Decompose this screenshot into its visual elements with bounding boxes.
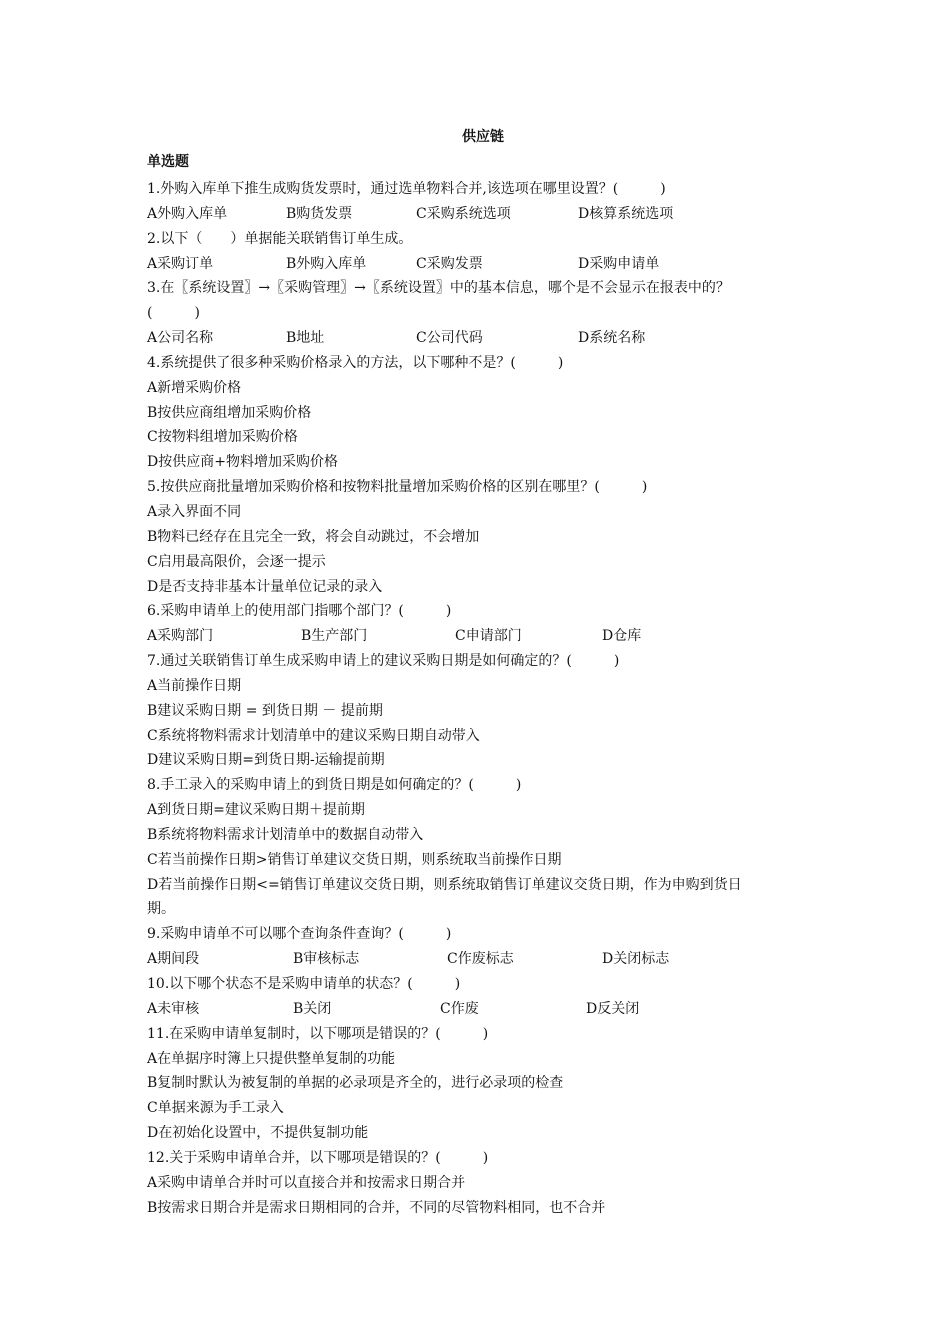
option-a: A当前操作日期 (147, 677, 242, 694)
option-b: B外购入库单 (286, 255, 367, 272)
question-9: 9.采购申请单不可以哪个查询条件查询？( ) (147, 926, 452, 943)
option-a: A期间段 (147, 951, 200, 968)
option-a: A新增采购价格 (147, 379, 242, 396)
question-10: 10.以下哪个状态不是采购申请单的状态？( ) (147, 976, 461, 992)
option-d: D采购申请单 (578, 255, 660, 272)
option-c: C作废标志 (447, 951, 514, 968)
question-1: 1.外购入库单下推生成购货发票时，通过选单物料合并,该选项在哪里设置？( ) (147, 181, 666, 197)
question-8: 8.手工录入的采购申请上的到货日期是如何确定的？( ) (147, 777, 522, 794)
option-c: C按物料组增加采购价格 (147, 429, 298, 446)
option-b: B物料已经存在且完全一致，将会自动跳过，不会增加 (147, 528, 480, 545)
option-b: B系统将物料需求计划清单中的数据自动带入 (147, 826, 424, 843)
option-d: D反关闭 (586, 1000, 640, 1017)
option-a: A公司名称 (147, 330, 214, 347)
option-c: C系统将物料需求计划清单中的建议采购日期自动带入 (147, 727, 480, 744)
question-12: 12.关于采购申请单合并，以下哪项是错误的？( ) (147, 1149, 489, 1166)
option-c: C采购系统选项 (416, 205, 511, 222)
question-11: 11.在采购申请单复制时，以下哪项是错误的？( ) (147, 1025, 489, 1042)
option-d: D若当前操作日期<=销售订单建议交货日期，则系统取销售订单建议交货日期，作为申购到货日 (147, 876, 742, 893)
options-row (147, 947, 827, 972)
option-d: D在初始化设置中，不提供复制功能 (147, 1125, 369, 1142)
option-b: B按供应商组增加采购价格 (147, 404, 312, 421)
option-a: A录入界面不同 (147, 503, 242, 520)
option-d: D仓库 (602, 628, 642, 645)
option-a: A在单据序时簿上只提供整单复制的功能 (147, 1050, 396, 1067)
option-b: B生产部门 (301, 628, 368, 645)
option-a: A外购入库单 (147, 205, 228, 222)
option-c: C若当前操作日期>销售订单建议交货日期，则系统取当前操作日期 (147, 851, 562, 868)
options-row (147, 252, 827, 277)
option-c: C作废 (440, 1000, 479, 1017)
options-row (147, 624, 827, 649)
option-c: C公司代码 (416, 330, 483, 347)
option-a: A采购部门 (147, 628, 214, 645)
question-3: 3.在〖系统设置〗→〖采购管理〗→〖系统设置〗中的基本信息，哪个是不会显示在报表中的？ (147, 280, 730, 297)
option-b: B建议采购日期 = 到货日期 － 提前期 (147, 702, 383, 719)
options-row (147, 997, 827, 1022)
option-a: A采购订单 (147, 255, 214, 272)
option-b: B按需求日期合并是需求日期相同的合并，不同的尽管物料相同，也不合并 (147, 1199, 606, 1216)
question-7: 7.通过关联销售订单生成采购申请上的建议采购日期是如何确定的？( ) (147, 653, 620, 670)
options-row (147, 326, 827, 351)
option-b: B购货发票 (286, 205, 353, 222)
question-4: 4.系统提供了很多种采购价格录入的方法，以下哪种不是？( ) (147, 354, 564, 371)
option-b: B关闭 (293, 1000, 332, 1017)
option-c: C申请部门 (455, 628, 522, 645)
option-c: C采购发票 (416, 255, 483, 272)
option-d: D按供应商+物料增加采购价格 (147, 454, 338, 471)
option-d: D是否支持非基本计量单位记录的录入 (147, 578, 383, 595)
option-d: D系统名称 (578, 330, 646, 347)
option-b: B审核标志 (293, 951, 360, 968)
section-heading: 单选题 (147, 154, 189, 170)
question-2: 2.以下（ ）单据能关联销售订单生成。 (147, 230, 413, 247)
question-3-continued: ( ) (147, 305, 200, 322)
document-title: 供应链 (462, 129, 504, 145)
option-a: A到货日期=建议采购日期＋提前期 (147, 802, 365, 819)
option-b: B复制时默认为被复制的单据的必录项是齐全的，进行必录项的检查 (147, 1075, 564, 1092)
question-6: 6.采购申请单上的使用部门指哪个部门？( ) (147, 603, 452, 620)
option-b: B地址 (286, 330, 325, 347)
option-d: D建议采购日期=到货日期-运输提前期 (147, 752, 385, 769)
option-a: A采购申请单合并时可以直接合并和按需求日期合并 (147, 1174, 466, 1191)
option-d: D关闭标志 (602, 951, 670, 968)
option-c: C单据来源为手工录入 (147, 1100, 284, 1117)
options-row (147, 202, 827, 227)
question-list (147, 177, 827, 1220)
option-a: A未审核 (147, 1000, 200, 1017)
question-5: 5.按供应商批量增加采购价格和按物料批量增加采购价格的区别在哪里？( ) (147, 479, 648, 496)
option-c: C启用最高限价，会逐一提示 (147, 553, 326, 570)
option-d: D核算系统选项 (578, 205, 674, 222)
option-d-continued: 期。 (147, 901, 175, 918)
